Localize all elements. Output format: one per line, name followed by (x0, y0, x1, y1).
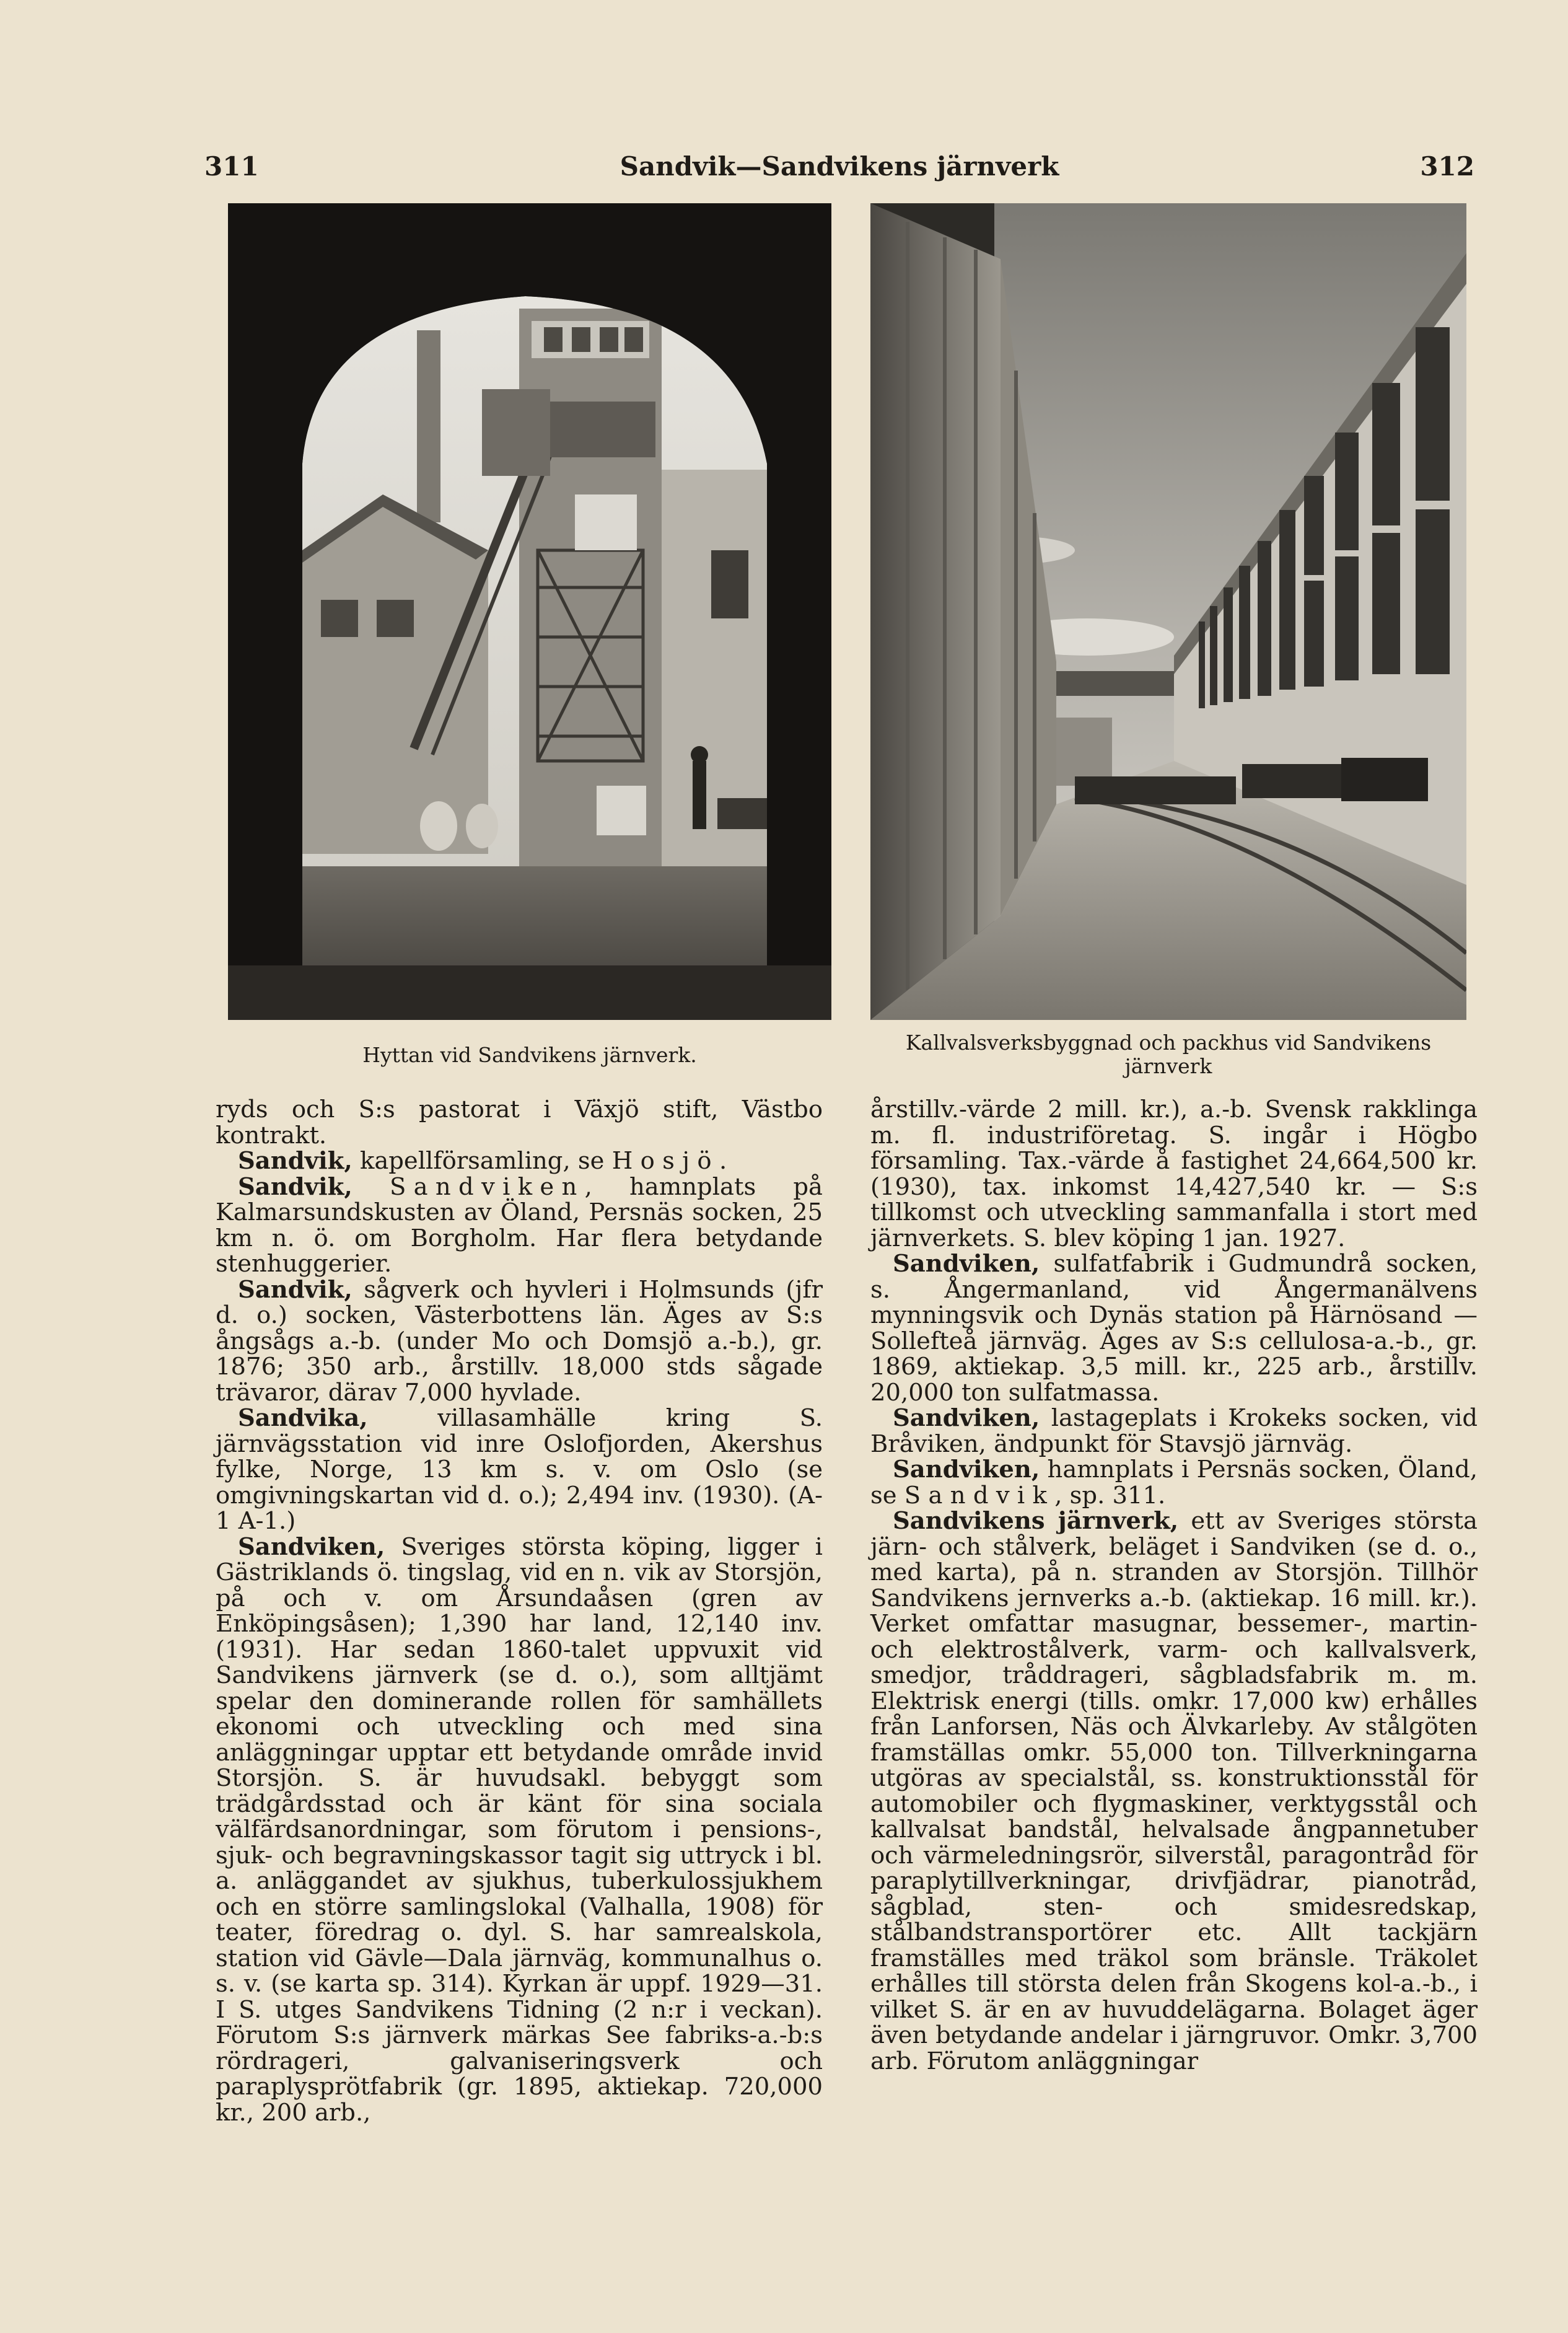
entry-alt-name: Sandviken (389, 1172, 585, 1201)
entry-text: sågverk och hyvleri i Holmsunds (jfr d. o.) socken, Västerbottens län. Äges av S:s ångsågs a.-b. (under Mo och Domsjö a.-b.), gr. 1876; 350 arb., årstillv. 18,000 stds sågade trävaror, därav 7,000 hyvlade. (216, 1275, 823, 1407)
running-header (204, 151, 1474, 188)
entry-text: kapellförsamling, se (352, 1147, 612, 1175)
entry-text: lastageplats i Krokeks socken, vid Bråviken, ändpunkt för Stavsjö järnväg. (870, 1404, 1478, 1458)
entry-sandvik-sagverk (216, 1277, 823, 1406)
paragraph-continued (216, 1097, 823, 1148)
entry-headword: Sandviken, (893, 1250, 1040, 1278)
entry-sandviken-koping (216, 1534, 823, 2126)
entry-sandviken-lastageplats (870, 1405, 1478, 1457)
entry-text: . (719, 1147, 727, 1175)
text-column-right (870, 1097, 1478, 2074)
entry-cross-ref: Hosjö (611, 1147, 719, 1175)
entry-headword: Sandviken, (238, 1532, 385, 1561)
entry-text: ett av Sveriges största järn- och stålverk, beläget i Sandviken (se d. o., med karta), på n. stranden av Storsjön. Tillhör Sandvikens jernverks a.-b. (aktiekap. 16 mill. kr.). Verket omfattar masugnar, bessemer-, martin- och elektrostålverk, varm- och kallvalsverk, smedjor, tråddrageri, sågbladsfabrik m. m. Elektrisk energi (tills. omkr. 17,000 kw) erhålles från Lanforsen, Näs och Älvkarleby. Av stålgöten framställas omkr. 55,000 ton. Tillverkningarna utgöras av specialstål, ss. konstruktionsstål för automobiler och flygmaskiner, verktygsstål och kallvalsat bandstål, helvalsade ångpannetuber och värmeledningsrör, silverstål, paragontråd för paraplytillverkningar, drivfjädrar, pianotråd, sågblad, sten- och smidesredskap, stålbandstransportörer etc. Allt tackjärn framställes med träkol som bränsle. Träkolet erhålles till största delen från Skogens kol-a.-b., i vilket S. är en av huvuddelägarna. Bolaget äger även betydande andelar i järngruvor. Omkr. 3,700 arb. Förutom anläggningar (870, 1507, 1478, 2075)
entry-headword: Sandviken, (893, 1404, 1040, 1432)
entry-sandvik-hamnplats (216, 1174, 823, 1277)
paragraph-continued (870, 1097, 1478, 1251)
entry-headword: Sandvika, (238, 1404, 368, 1432)
entry-headword: Sandvik, (238, 1275, 353, 1304)
entry-text: sulfatfabrik i Gudmundrå socken, s. Ångermanland, vid Ångermanälvens mynningsvik och Dynäs station på Härnösand —Sollefteå järnväg. Äges av S:s cellulosa-a.-b., gr. 1869, aktiekap. 3,5 mill. kr., 225 arb., årstillv. 20,000 ton sulfatmassa. (870, 1250, 1478, 1407)
entry-headword: Sandvikens järnverk, (893, 1507, 1179, 1535)
entry-sandvikens-jarnverk (870, 1508, 1478, 2074)
entry-sandviken-hamnplats (870, 1457, 1478, 1508)
entry-text: Sveriges största köping, ligger i Gästriklands ö. tingslag, vid en n. vik av Storsjön, på och v. om Årsundaåsen (gren av Enköpingsåsen); 1,390 har land, 12,140 inv. (1931). Har sedan 1860-talet uppvuxit vid Sandvikens järnverk (se d. o.), som alltjämt spelar den dominerande rollen för samhällets ekonomi och utveckling och med sina anläggningar upptar ett betydande område invid Storsjön. S. är huvudsakl. bebyggt som trädgårdsstad och är känt för sina sociala välfärdsanordningar, som förutom i pensions-, sjuk- och begravningskassor tagit sig uttryck i bl. a. anläggandet av sjukhus, tuberkulossjukhem och en större samlingslokal (Valhalla, 1908) för teater, föredrag o. dyl. S. har samrealskola, station vid Gävle—Dala järnväg, kommunalhus o. s. v. (se karta sp. 314). Kyrkan är uppf. 1929—31. I S. utges Sandvikens Tidning (2 n:r i veckan). Förutom S:s järnverk märkas See fabriks-a.-b:s rördrageri, galvaniseringsverk och paraplysprötfabrik (gr. 1895, aktiekap. 720,000 kr., 200 arb., (216, 1532, 823, 2127)
photo-blast-furnace-image (228, 203, 831, 1020)
paragraph-text: årstillv.-värde 2 mill. kr.), a.-b. Svensk rakklinga m. fl. industriföretag. S. ingår i Högbo församling. Tax.-värde å fastighet 24,664,500 kr. (1930), tax. inkomst 14,427,540 kr. — S:s tillkomst och utveckling sammanfalla i stort med järnverkets. S. blev köping 1 jan. 1927. (870, 1096, 1478, 1252)
paragraph-text: ryds och S:s pastorat i Växjö stift, Västbo kontrakt. (216, 1096, 823, 1149)
entry-text: villasamhälle kring S. järnvägsstation vid inre Oslofjorden, Akershus fylke, Norge, 13 km s. v. om Oslo (se omgivningskartan vid d. o.); 2,494 inv. (1930). (A-1 A-1.) (216, 1404, 823, 1535)
entry-text: , sp. 311. (1054, 1481, 1166, 1509)
entry-text: , hamnplats på Kalmarsundskusten av Öland, Persnäs socken, 25 km n. ö. om Borgholm. Har flera betydande stenhuggerier. (216, 1172, 823, 1278)
entry-headword: Sandviken, (893, 1456, 1040, 1483)
entry-headword: Sandvik, (238, 1147, 353, 1175)
entry-cross-ref: Sandvik (904, 1481, 1055, 1509)
page-number-right: 312 (1420, 151, 1474, 182)
running-title: Sandvik—Sandvikens järnverk (620, 151, 1059, 182)
photo-rolling-mill-building (870, 203, 1466, 1020)
page-number-left: 311 (204, 151, 259, 182)
entry-headword: Sandvik, (238, 1172, 353, 1201)
text-column-left (216, 1097, 823, 2125)
entry-sandvik-kapell (216, 1148, 823, 1174)
photo-caption-right: Kallvalsverksbyggnad och packhus vid Sandvikens järnverk (905, 1030, 1432, 1078)
entry-sandviken-sulfatfabrik (870, 1251, 1478, 1405)
photo-caption-left: Hyttan vid Sandvikens järnverk. (362, 1043, 697, 1067)
photo-blast-furnace (228, 203, 831, 1020)
entry-sandvika (216, 1405, 823, 1534)
photo-rolling-mill-building-image (870, 203, 1466, 1020)
entry-text: hamnplats i Persnäs socken, Öland, se (870, 1456, 1478, 1509)
